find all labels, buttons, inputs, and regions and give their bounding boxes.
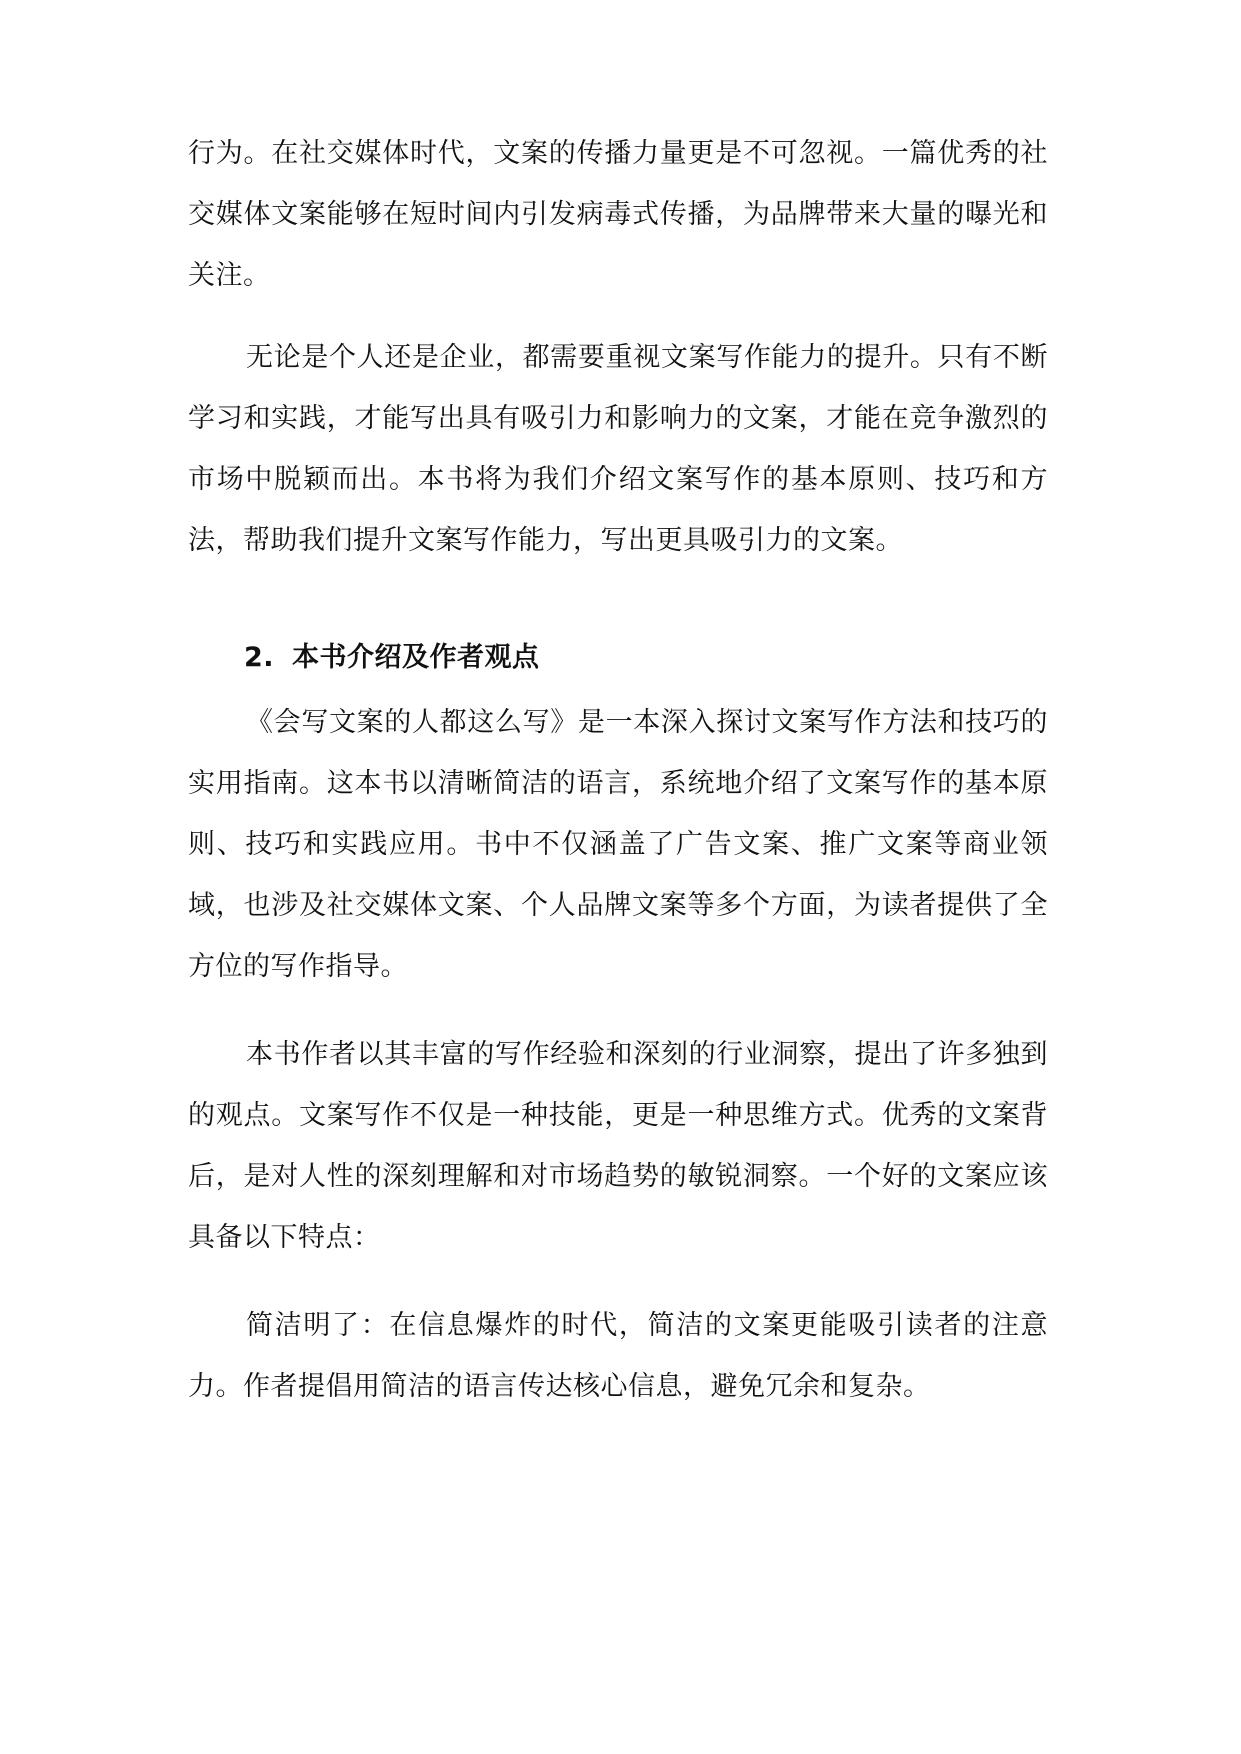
paragraph-book-intro: 《会写文案的人都这么写》是一本深入探讨文案写作方法和技巧的实用指南。这本书以清晰简洁的语言，系统地介绍了文案写作的基本原则、技巧和实践应用。书中不仅涵盖了广告文案、推广文案等商业领域，也涉及社交媒体文案、个人品牌文案等多个方面，为读者提供了全方位的写作指导。 [188, 707, 1048, 982]
section-number: 2. [244, 642, 275, 673]
section-heading [244, 627, 540, 688]
section-title: 本书介绍及作者观点 [292, 642, 540, 673]
paragraph-continuation: 行为。在社交媒体时代，文案的传播力量更是不可忽视。一篇优秀的社交媒体文案能够在短时间内引发病毒式传播，为品牌带来大量的曝光和关注。 [188, 138, 1048, 291]
paragraph-concise: 简洁明了：在信息爆炸的时代，简洁的文案更能吸引读者的注意力。作者提倡用简洁的语言传达核心信息，避免冗余和复杂。 [188, 1310, 1048, 1402]
paragraph-importance: 无论是个人还是企业，都需要重视文案写作能力的提升。只有不断学习和实践，才能写出具有吸引力和影响力的文案，才能在竞争激烈的市场中脱颖而出。本书将为我们介绍文案写作的基本原则、技巧和方法，帮助我们提升文案写作能力，写出更具吸引力的文案。 [188, 342, 1048, 556]
paragraph-author-views: 本书作者以其丰富的写作经验和深刻的行业洞察，提出了许多独到的观点。文案写作不仅是一种技能，更是一种思维方式。优秀的文案背后，是对人性的深刻理解和对市场趋势的敏锐洞察。一个好的文案应该具备以下特点： [188, 1039, 1048, 1253]
